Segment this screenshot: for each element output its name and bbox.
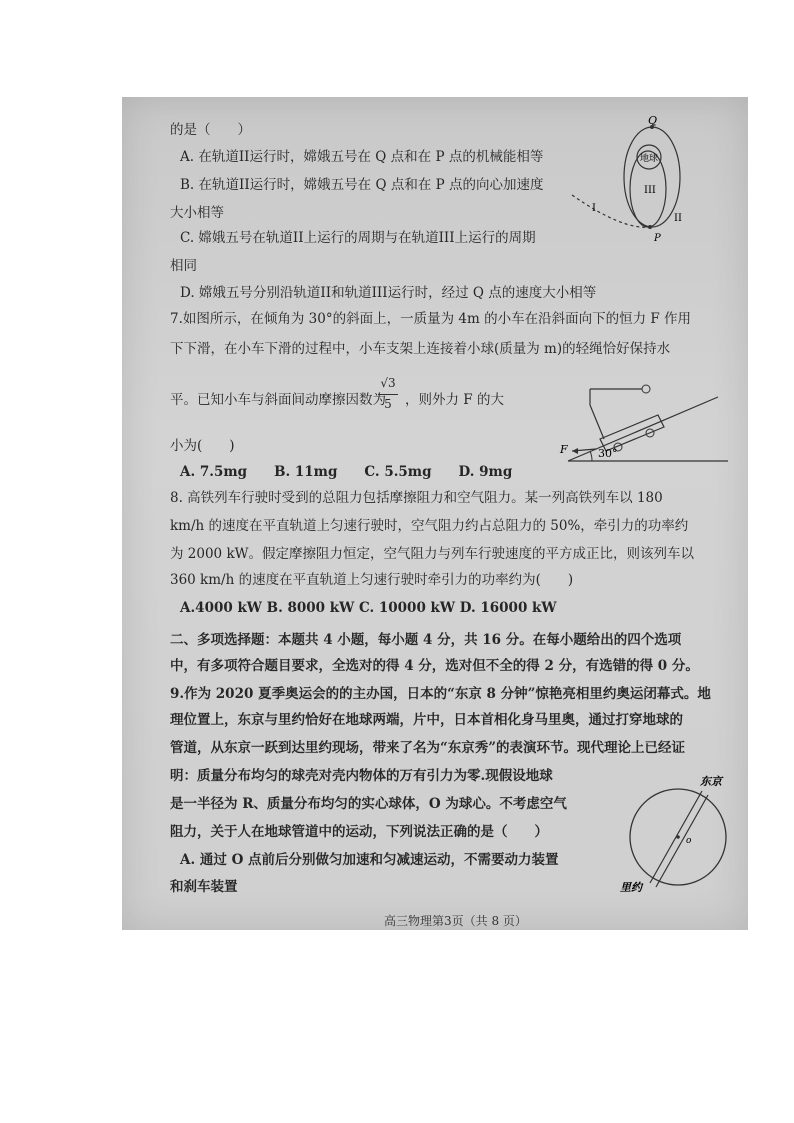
text-line: 的是（ ）	[170, 122, 251, 138]
orbit-label-earth: 地球	[640, 154, 659, 164]
option-c: C. 嫦娥五号在轨道II上运行的周期与在轨道III上运行的周期	[180, 230, 536, 246]
orbit-label-iii: III	[644, 185, 656, 196]
section-2-heading: 二、多项选择题：本题共 4 小题，每小题 4 分，共 16 分。在每小题给出的四个选项	[170, 632, 682, 648]
orbit-label-i: I	[592, 203, 596, 214]
question-8-line1: 8. 高铁列车行驶时受到的总阻力包括摩擦阻力和空气阻力。某一列高铁列车以 180	[170, 490, 663, 506]
option-b: B. 在轨道II运行时，嫦娥五号在 Q 点和在 P 点的向心加速度	[180, 177, 544, 193]
question-9-line3: 管道，从东京一跃到达里约现场，带来了名为“东京秀”的表演环节。现代理论上已经证	[170, 740, 686, 756]
page-footer: 高三物理第3页（共 8 页）	[384, 914, 527, 928]
question-9-line5: 是一半径为 R、质量分布均匀的实心球体，O 为球心。不考虑空气	[170, 796, 567, 812]
question-7-line3a: 平。已知小车与斜面间动摩擦因数为	[170, 392, 386, 408]
question-9-line4: 明：质量分布均匀的球壳对壳内物体的万有引力为零.现假设地球	[170, 768, 553, 784]
question-7-line4: 小为( )	[170, 438, 235, 454]
photographed-page	[122, 97, 748, 930]
fraction-denominator: 5	[384, 397, 392, 411]
question-7-line1: 7.如图所示，在倾角为 30°的斜面上，一质量为 4m 的小车在沿斜面向下的恒力 F 作用	[170, 311, 692, 327]
option-a: A. 在轨道II运行时，嫦娥五号在 Q 点和在 P 点的机械能相等	[180, 149, 544, 165]
orbit-diagram	[562, 115, 722, 255]
question-7-line2: 下下滑，在小车下滑的过程中，小车支架上连接着小球(质量为 m)的轻绳恰好保持水	[170, 341, 671, 357]
question-8-line4: 360 km/h 的速度在平直轨道上匀速行驶时牵引力的功率约为( )	[170, 572, 574, 588]
fraction-numerator: √3	[380, 376, 396, 390]
question-8-line3: 为 2000 kW。假定摩擦阻力恒定，空气阻力与列车行驶速度的平方成正比，则该列车以	[170, 546, 694, 562]
incline-label-angle: 30°	[598, 447, 618, 460]
question-7-options: A. 7.5mg B. 11mg C. 5.5mg D. 9mg	[180, 464, 513, 480]
incline-label-f: F	[560, 443, 568, 456]
question-8-line2: km/h 的速度在平直轨道上匀速行驶时，空气阻力约占总阻力的 50%，牵引力的功率约	[170, 518, 689, 534]
question-9-line6: 阻力，关于人在地球管道中的运动，下列说法正确的是（ ）	[170, 824, 548, 840]
section-2-instructions: 中，有多项符合题目要求，全选对的得 4 分，选对但不全的得 2 分，有选错的得 0 分。	[170, 658, 699, 674]
earth-label-rio: 里约	[620, 881, 642, 894]
question-9-line2: 理位置上，东京与里约恰好在地球两端，片中，日本首相化身马里奥，通过打穿地球的	[170, 712, 683, 728]
incline-diagram	[558, 369, 728, 469]
orbit-label-q: Q	[648, 114, 658, 127]
orbit-label-ii: II	[674, 213, 682, 224]
text-line: 相同	[170, 258, 197, 274]
question-9-line1: 9.作为 2020 夏季奥运会的的主办国，日本的“东京 8 分钟”惊艳亮相里约奥运闭幕式。地	[170, 686, 711, 702]
text-line: 大小相等	[170, 205, 224, 221]
question-7-line3b: ，则外力 F 的大	[405, 392, 504, 408]
option-d: D. 嫦娥五号分别沿轨道II和轨道III运行时，经过 Q 点的速度大小相等	[180, 285, 597, 301]
earth-tunnel-diagram	[618, 777, 738, 897]
question-8-options: A.4000 kW B. 8000 kW C. 10000 kW D. 16000 kW	[180, 600, 557, 616]
orbit-label-p: P	[654, 233, 661, 244]
fraction-bar	[378, 394, 398, 395]
question-9-option-a-line1: A. 通过 O 点前后分别做匀加速和匀减速运动，不需要动力装置	[180, 852, 559, 868]
earth-label-o: o	[686, 836, 692, 846]
question-9-option-a-line2: 和刹车装置	[170, 879, 238, 895]
earth-label-tokyo: 东京	[700, 775, 722, 788]
